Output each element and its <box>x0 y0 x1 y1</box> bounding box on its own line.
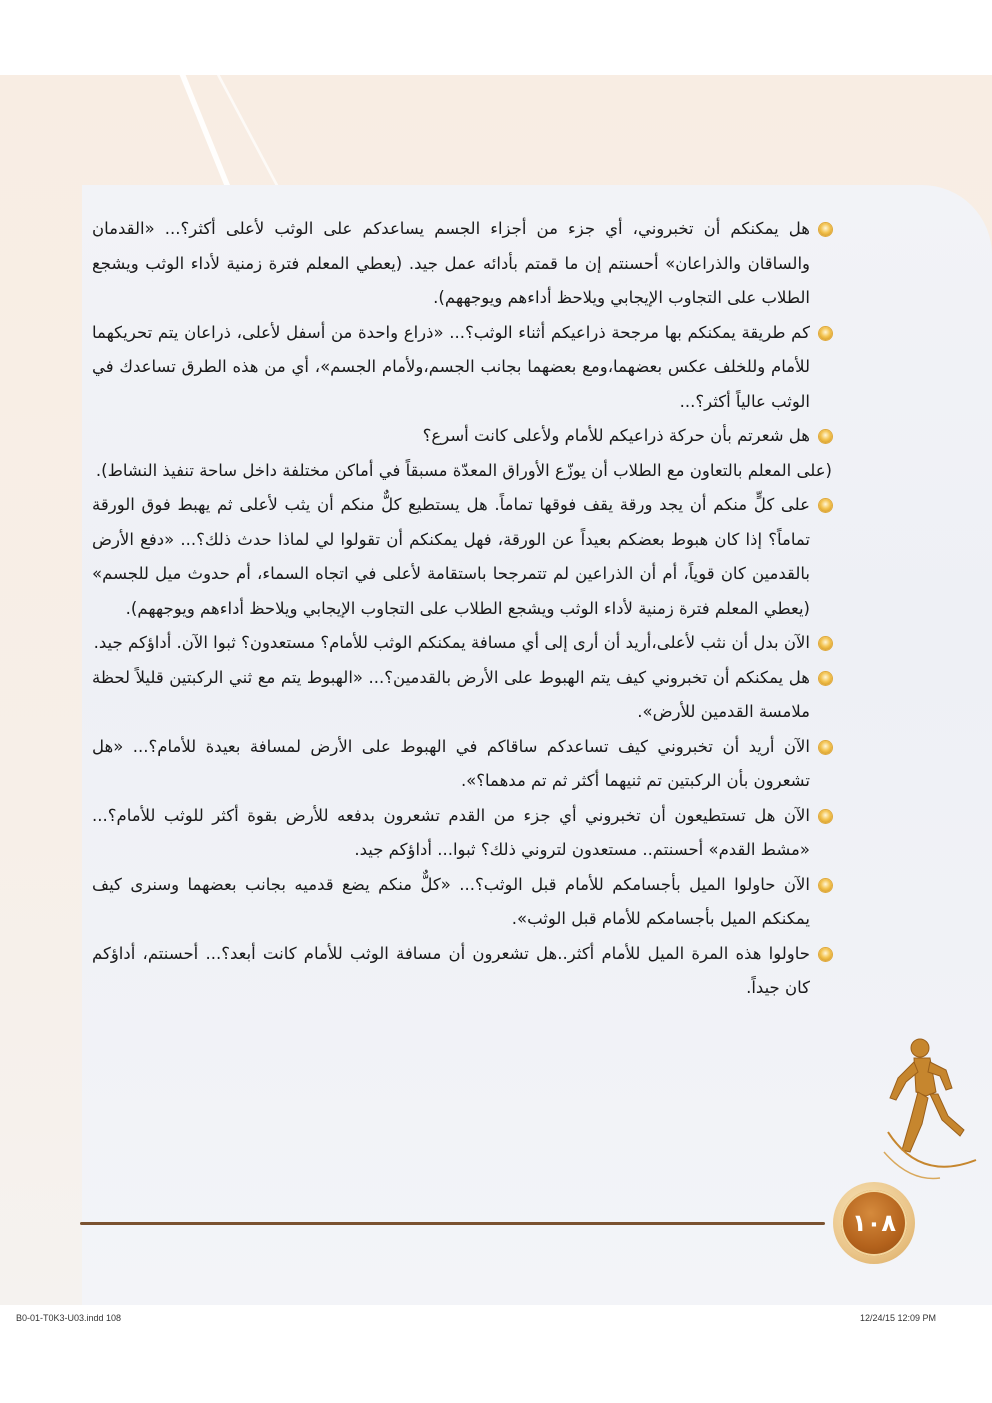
page-rule <box>80 1222 825 1225</box>
bullet-icon <box>819 637 832 650</box>
bullet-icon <box>819 430 832 443</box>
list-item <box>92 661 832 730</box>
list-item <box>92 419 832 454</box>
list-item <box>92 799 832 868</box>
list-item <box>92 626 832 661</box>
item-text: الآن أريد أن تخبروني كيف تساعدكم ساقاكم في الهبوط على الأرض لمسافة بعيدة للأمام؟... «هل تشعرون بأن الركبتين تم ثنيهما أكثر ثم تم مدهما؟». <box>92 736 810 790</box>
item-text: الآن بدل أن نثب لأعلى،أريد أن أرى إلى أي مسافة يمكنكم الوثب للأمام؟ مستعدون؟ ثبوا الآن. أداؤكم جيد. <box>93 633 810 652</box>
item-text: هل يمكنكم أن تخبروني كيف يتم الهبوط على الأرض بالقدمين؟... «الهبوط يتم مع ثني الركبتين قليلاً لحظة ملامسة القدمين للأرض». <box>92 667 810 721</box>
item-text: حاولوا هذه المرة الميل للأمام أكثر..هل تشعرون أن مسافة الوثب للأمام كانت أبعد؟... أحسنتم، أداؤكم كان جيداً. <box>92 943 810 997</box>
list-item <box>92 316 832 420</box>
teacher-note <box>92 454 832 489</box>
item-text: (على المعلم بالتعاون مع الطلاب أن يوزّع الأوراق المعدّة مسبقاً في أماكن مختلفة داخل ساحة تنفيذ النشاط). <box>95 460 832 480</box>
item-text: الآن هل تستطيعون أن تخبروني أي جزء من القدم تشعرون بدفعه للأرض بقوة أكثر للوثب للأمام؟... «مشط القدم» أحسنتم.. مستعدون لتروني ذلك؟ ثبوا... أداؤكم جيد. <box>92 805 810 859</box>
page-number: ١٠٨ <box>841 1190 907 1256</box>
item-text: على كلٍّ منكم أن يجد ورقة يقف فوقها تماماً. هل يستطيع كلٌّ منكم أن يثب لأعلى ثم يهبط فوق الورقة تماماً؟ إذا كان هبوط بعضكم بعيداً عن الورقة، فهل يمكنكم أن تقولوا لي لماذا حدث ذلك؟... «دفع الأرض بالقدمين كان قوياً، أم أن الذراعين لم تتمرجحا باستقامة لأعلى في اتجاه السماء، أم حدوث ميل للجسم» (يعطي المعلم فترة زمنية لأداء الوثب ويشجع الطلاب على التجاوب الإيجابي ويلاحظ أداءهم ويوجههم). <box>92 495 810 618</box>
list-item <box>92 730 832 799</box>
runner-icon <box>880 1032 980 1182</box>
footer-file-name: B0-01-T0K3-U03.indd 108 <box>16 1313 122 1323</box>
bullet-icon <box>819 499 832 512</box>
item-text: الآن حاولوا الميل بأجسامكم للأمام قبل الوثب؟... «كلٌّ منكم يضع قدميه بجانب بعضهما وسنرى كيف يمكنكم الميل بأجسامكم للأمام قبل الوثب». <box>92 874 810 928</box>
list-item <box>92 868 832 937</box>
bullet-icon <box>819 741 832 754</box>
list-item <box>92 488 832 626</box>
list-item <box>92 212 832 316</box>
body-text <box>92 212 832 1006</box>
bullet-icon <box>819 948 832 961</box>
bullet-icon <box>819 672 832 685</box>
item-text: كم طريقة يمكنكم بها مرجحة ذراعيكم أثناء الوثب؟... «ذراع واحدة من أسفل لأعلى، ذراعان يتم تحريكهما للأمام وللخلف عكس بعضهما،ومع بعضهما بجانب الجسم،ولأمام الجسم»، أي من هذه الطرق تساعدك في الوثب عالياً أكثر؟... <box>92 322 810 411</box>
bullet-icon <box>819 810 832 823</box>
item-text: هل يمكنكم أن تخبروني، أي جزء من أجزاء الجسم يساعدكم على الوثب لأعلى أكثر؟... «القدمان والساقان والذراعان» أحسنتم إن ما قمتم بأدائه عمل جيد. (يعطي المعلم فترة زمنية لأداء الوثب ويشجع الطلاب على التجاوب الإيجابي ويلاحظ أداءهم ويوجههم). <box>92 219 810 307</box>
item-text: هل شعرتم بأن حركة ذراعيكم للأمام ولأعلى كانت أسرع؟ <box>422 426 810 445</box>
bullet-icon <box>819 879 832 892</box>
footer-date: 12/24/15 12:09 PM <box>860 1313 937 1323</box>
bullet-icon <box>819 327 832 340</box>
bullet-icon <box>819 223 832 236</box>
list-item <box>92 937 832 1006</box>
